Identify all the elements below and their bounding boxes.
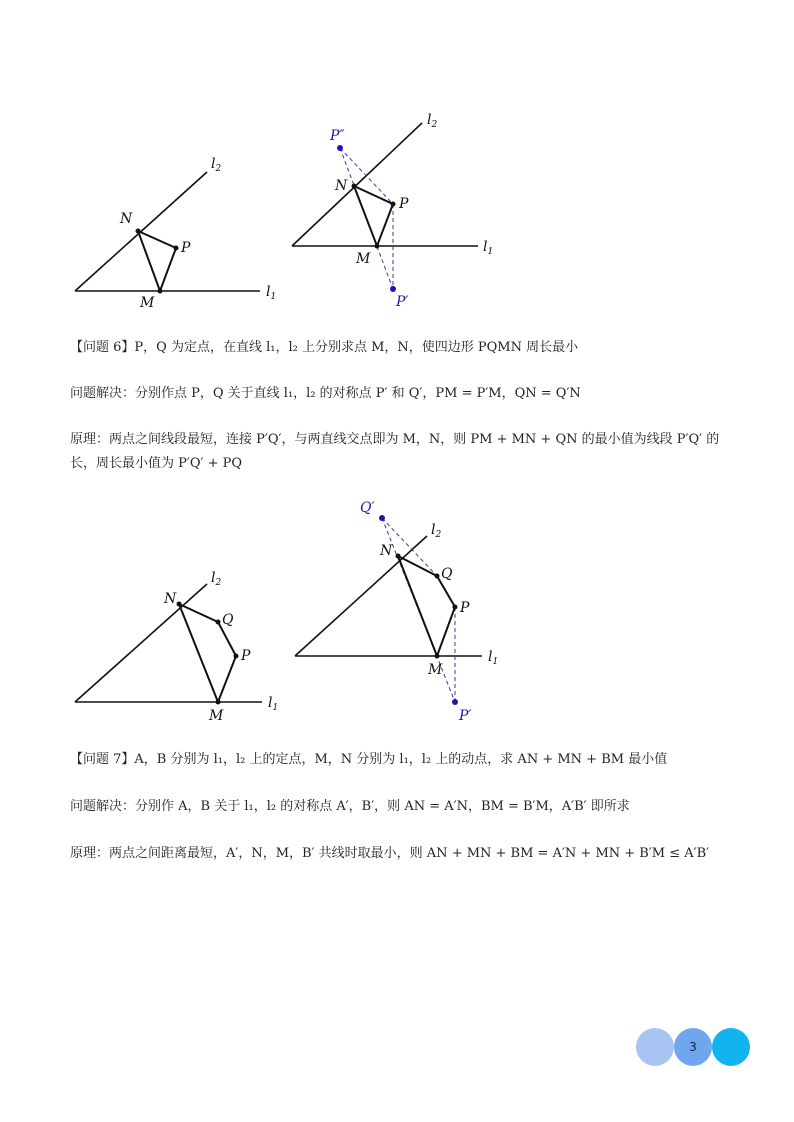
point-M (375, 244, 380, 249)
label-N: N (335, 178, 348, 194)
label-M: M (209, 708, 224, 724)
point-P (234, 654, 239, 659)
point-P-prime (452, 699, 458, 705)
badge-circle-right (712, 1028, 750, 1066)
point-N (136, 229, 141, 234)
figure-6b (295, 500, 498, 724)
label-l1: $l_1$ (483, 239, 494, 257)
label-Q: Q (222, 612, 234, 628)
point-M (216, 700, 221, 705)
point-M (435, 654, 440, 659)
label-P-double-prime: P″ (330, 128, 345, 144)
label-l2: $l_2$ (211, 156, 222, 174)
label-Q-prime: Q′ (360, 500, 375, 516)
problem6-principle: 原理：两点之间线段最短，连接 P′Q′，与两直线交点即为 M，N，则 PM + MN + QN 的最小值为线段 P′Q′ 的长，周长最小值为 P′Q′ + PQ (70, 432, 720, 471)
page-number: 3 (689, 1040, 697, 1054)
reflection-line-p2-p (340, 148, 393, 204)
label-P: P (399, 196, 409, 212)
point-P (453, 605, 458, 610)
figure-5a (75, 156, 276, 311)
label-N: N (380, 543, 393, 559)
label-N: N (164, 591, 177, 607)
label-P-prime: P′ (396, 294, 409, 310)
label-P: P (181, 240, 191, 256)
label-l1: $l_1$ (488, 649, 499, 667)
point-N (352, 184, 357, 189)
label-M: M (428, 662, 443, 678)
label-l2: $l_2$ (211, 570, 222, 588)
line-l2 (75, 584, 207, 702)
line-l2 (295, 536, 427, 656)
problem7-principle: 原理：两点之间距离最短，A′，N，M，B′ 共线时取最小，则 AN + MN + BM = A′N + MN + B′M ≤ A′B′ (70, 846, 710, 861)
point-N (396, 554, 401, 559)
problem6-title: 【问题 6】P，Q 为定点，在直线 l₁，l₂ 上分别求点 M，N，使四边形 PQMN 周长最小 (70, 340, 579, 355)
label-P-prime: P′ (459, 708, 472, 724)
label-P: P (241, 648, 251, 664)
badge-circle-left (636, 1028, 674, 1066)
line-l2 (292, 123, 422, 246)
point-N (177, 602, 182, 607)
triangle-pmn (138, 231, 176, 291)
problem7-title: 【问题 7】A，B 分别为 l₁，l₂ 上的定点，M，N 分别为 l₁，l₂ 上的动点，求 AN + MN + BM 最小值 (70, 752, 668, 767)
label-l1: $l_1$ (268, 695, 279, 713)
label-P: P (460, 600, 470, 616)
label-l2: $l_2$ (427, 112, 438, 130)
point-Q (216, 620, 221, 625)
label-M: M (356, 251, 371, 267)
problem6-solution: 问题解决：分别作点 P，Q 关于直线 l₁，l₂ 的对称点 P′ 和 Q′，PM = P′M，QN = Q′N (70, 386, 581, 401)
point-P-prime (390, 286, 396, 292)
triangle-pmn (354, 186, 393, 246)
label-M: M (140, 295, 155, 311)
point-Q (435, 574, 440, 579)
label-l2: $l_2$ (431, 522, 442, 540)
figure-6a (75, 570, 278, 724)
problem7-solution: 问题解决：分别作 A，B 关于 l₁，l₂ 的对称点 A′，B′，则 AN = A′N，BM = B′M，A′B′ 即所求 (70, 799, 630, 814)
label-Q: Q (441, 566, 453, 582)
point-P (174, 246, 179, 251)
page-number-badge (636, 1028, 754, 1068)
point-P (391, 202, 396, 207)
point-Q-prime (379, 515, 385, 521)
label-l1: $l_1$ (266, 284, 277, 302)
figure-5b (292, 112, 493, 310)
label-N: N (120, 211, 133, 227)
point-P-double-prime (337, 145, 343, 151)
point-M (158, 289, 163, 294)
